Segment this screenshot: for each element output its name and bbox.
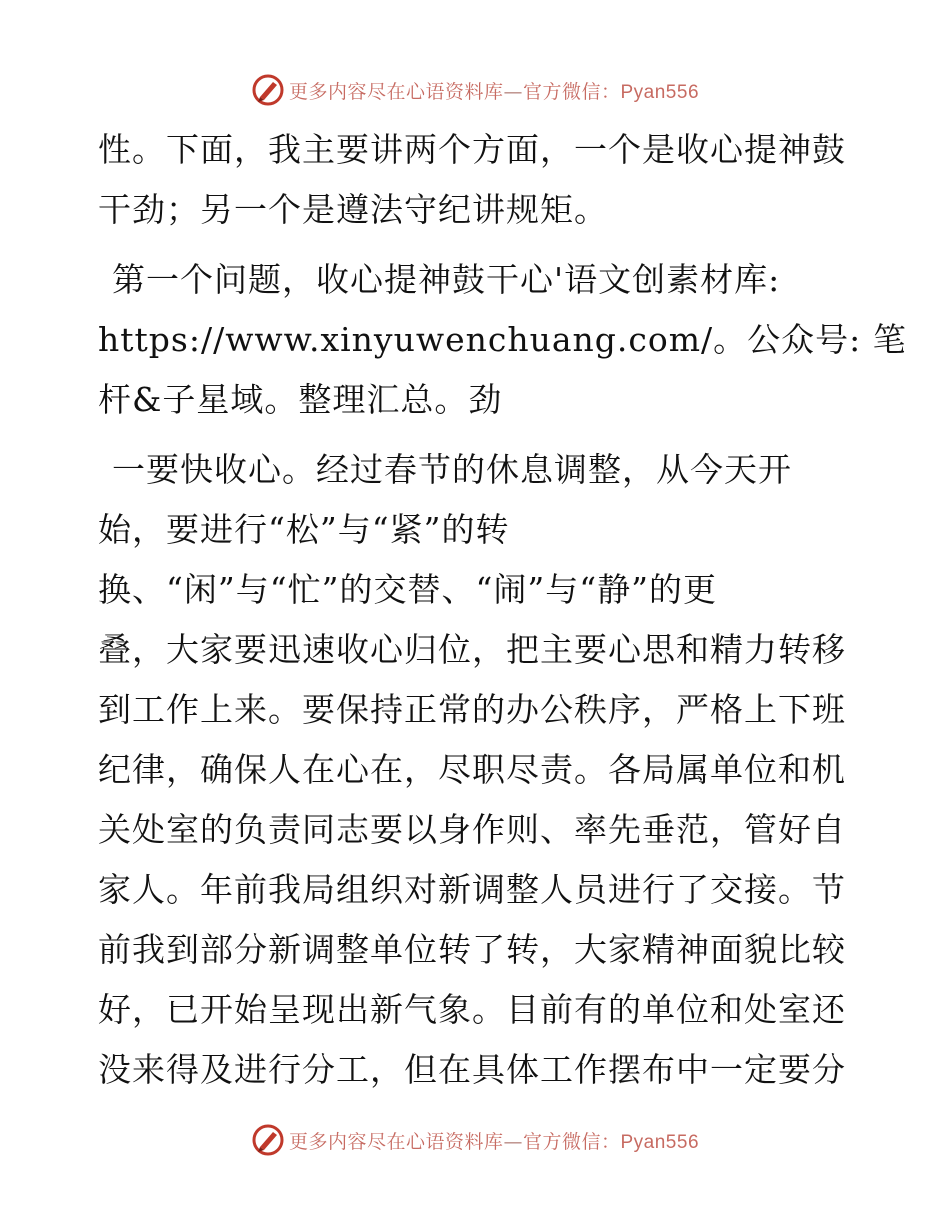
text-line: 叠，大家要迅速收心归位，把主要心思和精力转移 [98,630,846,669]
footer-banner [0,1120,950,1160]
header-separator: — [503,80,523,103]
footer-text [289,1127,699,1154]
text-line: 性。下面，我主要讲两个方面，一个是收心提神鼓 [98,130,846,169]
document-body [98,120,907,1100]
pen-seal-icon [251,1123,285,1157]
header-wechat-account: Pyan556 [620,81,700,103]
text-line: 换、“闲”与“忙”的交替、“闹”与“静”的更 [98,570,717,609]
footer-wechat-label: 官方微信： [522,1130,621,1153]
text-line: 到工作上来。要保持正常的办公秩序，严格上下班 [98,690,846,729]
text-line: https://www.xinyuwenchuang.com/。公众号: 笔 [98,320,907,359]
text-line: 关处室的负责同志要以身作则、率先垂范，管好自 [98,810,846,849]
pen-seal-icon [251,73,285,107]
text-line: 干劲；另一个是遵法守纪讲规矩。 [98,190,608,229]
text-line: 家人。年前我局组织对新调整人员进行了交接。节 [98,870,846,909]
text-line: 前我到部分新调整单位转了转，大家精神面貌比较 [98,930,846,969]
text-line: 纪律，确保人在心在，尽职尽责。各局属单位和机 [98,750,846,789]
text-line: 一要快收心。经过春节的休息调整，从今天开 [112,450,792,489]
footer-site: 更多内容尽在心语资料库 [288,1130,504,1153]
text-line: 始，要进行“松”与“紧”的转 [98,510,510,549]
text-line: 没来得及进行分工，但在具体工作摆布中一定要分 [98,1050,846,1089]
header-wechat-label: 官方微信： [522,80,621,103]
header-site: 更多内容尽在心语资料库 [288,80,504,103]
text-line: 第一个问题，收心提神鼓干心'语文创素材库: [112,260,781,299]
text-line: 好，已开始呈现出新气象。目前有的单位和处室还 [98,990,846,1029]
header-text [289,77,699,104]
footer-wechat-account: Pyan556 [620,1131,700,1153]
text-line: 杆&子星域。整理汇总。劲 [98,380,503,419]
header-banner [0,70,950,110]
footer-separator: — [503,1130,523,1153]
